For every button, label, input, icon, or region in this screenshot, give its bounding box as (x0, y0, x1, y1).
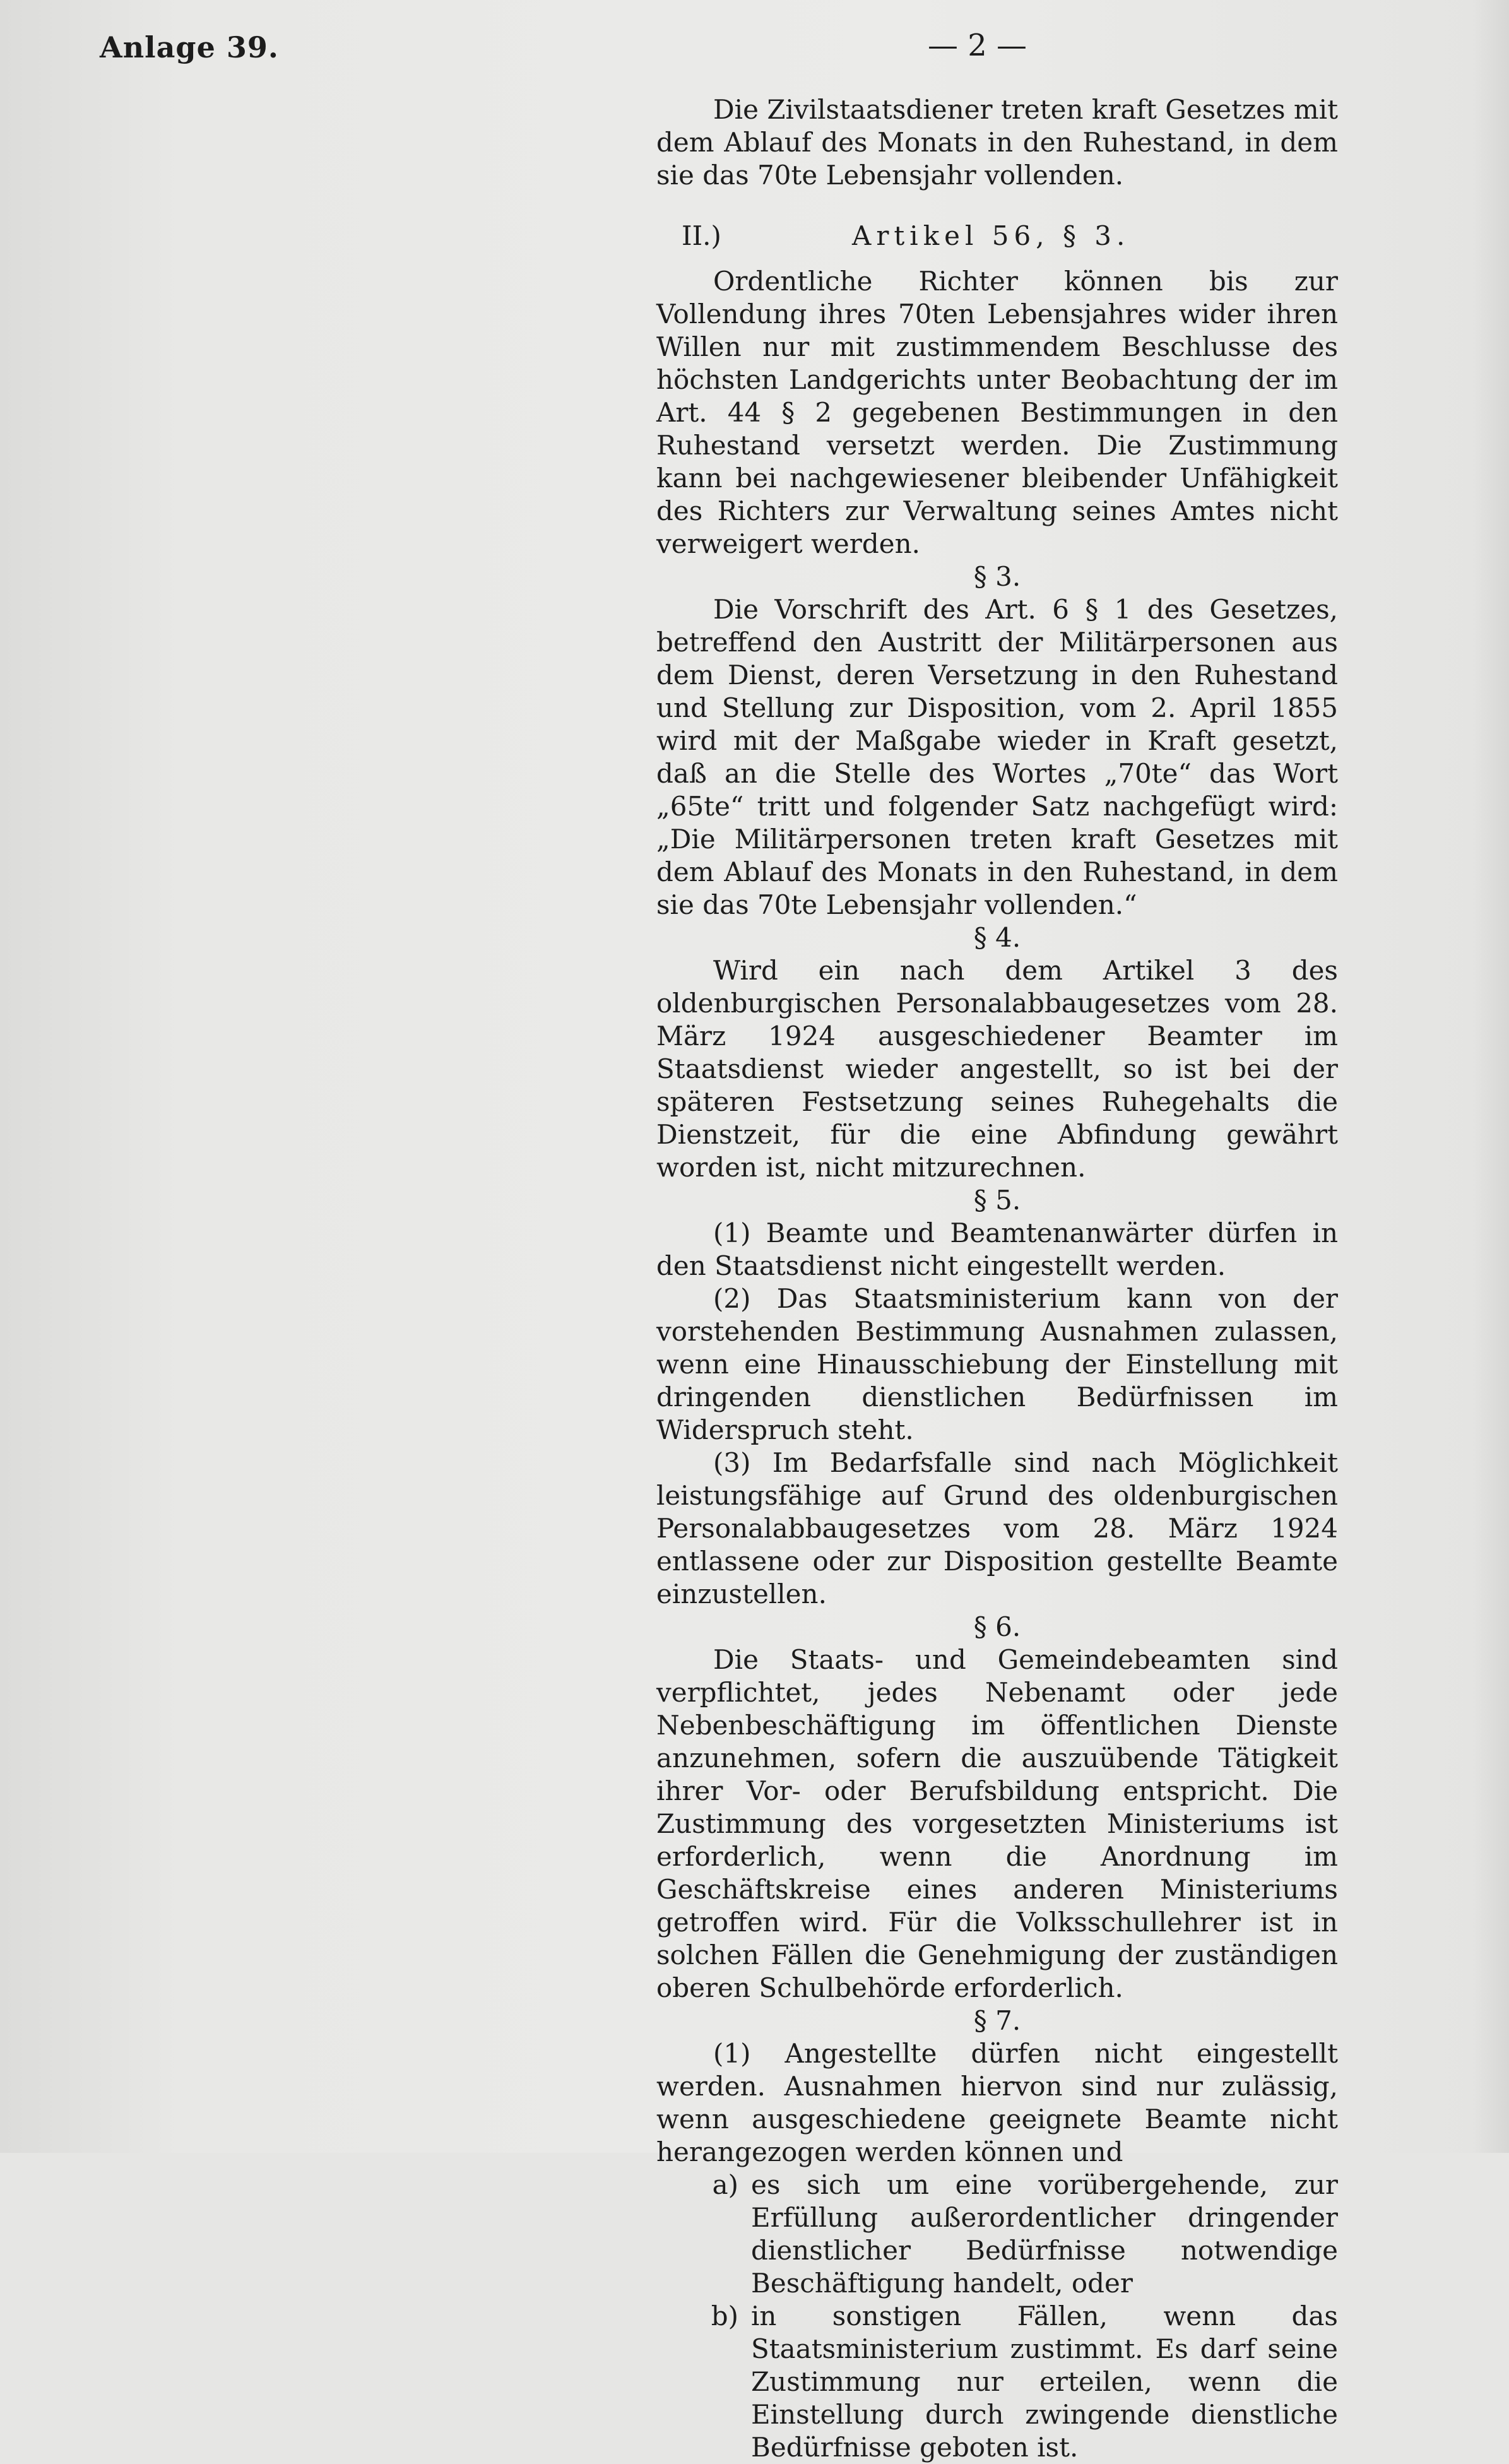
list-item-marker: b) (711, 2301, 738, 2331)
section-6-heading: § 6. (973, 1611, 1021, 1642)
list-item (656, 2300, 1338, 2464)
list-item-text: es sich um eine vorübergehende, zur Erfüllung außerordentlicher dringender dienstlicher Bedürfnisse notwendige Beschäftigung handelt, oder (751, 2169, 1338, 2299)
page-number: — 2 — (928, 28, 1027, 63)
section-5-heading: § 5. (973, 1185, 1021, 1216)
artikel-paragraph: Ordentliche Richter können bis zur Vollendung ihres 70ten Lebensjahres wider ihren Willen nur mit zustimmendem Beschlusse des höchsten Landgerichts unter Beobachtung der im Art. 44 § 2 gegebenen Bestimmungen in den Ruhestand versetzt werden. Die Zustimmung kann bei nachgewiesener bleibender Unfähigkeit des Richters zur Verwaltung seines Amtes nicht verweigert werden. (656, 266, 1338, 559)
section-6-paragraph: Die Staats- und Gemeindebeamten sind verpflichtet, jedes Nebenamt oder jede Nebenbeschäftigung im öffentlichen Dienste anzunehmen, sofern die auszuübende Tätigkeit ihrer Vor- oder Berufsbildung entspricht. Die Zustimmung des vorgesetzten Ministeriums ist erforderlich, wenn die Anordnung im Geschäftskreise eines anderen Ministeriums getroffen wird. Für die Volksschullehrer ist in solchen Fällen die Genehmigung der zuständigen oberen Schulbehörde erforderlich. (656, 1644, 1338, 2003)
intro-paragraph: Die Zivilstaatsdiener treten kraft Gesetzes mit dem Ablauf des Monats in den Ruhestand, in dem sie das 70te Lebensjahr vollenden. (656, 94, 1338, 191)
section-5-paragraph-3: (3) Im Bedarfsfalle sind nach Möglichkeit leistungsfähige auf Grund des oldenburgischen Personalabbaugesetzes vom 28. März 1924 entlassene oder zur Disposition gestellte Beamte einzustellen. (656, 1447, 1338, 1609)
artikel-heading (656, 220, 1338, 252)
section-3-heading: § 3. (973, 561, 1021, 592)
list-item (656, 2169, 1338, 2300)
section-7-list (656, 2169, 1338, 2464)
section-4-heading: § 4. (973, 922, 1021, 953)
text-column (656, 93, 1338, 2464)
section-5-paragraph-2: (2) Das Staatsministerium kann von der vorstehenden Bestimmung Ausnahmen zulassen, wenn eine Hinausschiebung der Einstellung mit dringenden dienstlichen Bedürfnissen im Widerspruch steht. (656, 1283, 1338, 1445)
artikel-title: Artikel 56, § 3. (852, 220, 1130, 251)
artikel-number: II.) (682, 220, 721, 251)
list-item-marker: a) (712, 2169, 738, 2200)
section-5-paragraph-1: (1) Beamte und Beamtenanwärter dürfen in den Staatsdienst nicht eingestellt werden. (656, 1217, 1338, 1281)
section-4-paragraph: Wird ein nach dem Artikel 3 des oldenburgischen Personalabbaugesetzes vom 28. März 1924 ausgeschiedener Beamter im Staatsdienst wieder angestellt, so ist bei der späteren Festsetzung seines Ruhegehalts die Dienstzeit, für die eine Abfindung gewährt worden ist, nicht mitzurechnen. (656, 955, 1338, 1183)
annex-label: Anlage 39. (100, 30, 279, 64)
list-item-text: in sonstigen Fällen, wenn das Staatsministerium zustimmt. Es darf seine Zustimmung nur erteilen, wenn die Einstellung durch zwingende dienstliche Bedürfnisse geboten ist. (751, 2301, 1338, 2463)
section-7-heading: § 7. (973, 2005, 1021, 2036)
section-3-paragraph: Die Vorschrift des Art. 6 § 1 des Gesetzes, betreffend den Austritt der Militärpersonen aus dem Dienst, deren Versetzung in den Ruhestand und Stellung zur Disposition, vom 2. April 1855 wird mit der Maßgabe wieder in Kraft gesetzt, daß an die Stelle des Wortes „70te“ das Wort „65te“ tritt und folgender Satz nachgefügt wird: „Die Militärpersonen treten kraft Gesetzes mit dem Ablauf des Monats in den Ruhestand, in dem sie das 70te Lebensjahr vollenden.“ (656, 594, 1338, 920)
section-7-paragraph-1: (1) Angestellte dürfen nicht eingestellt werden. Ausnahmen hiervon sind nur zulässig, wenn ausgeschiedene geeignete Beamte nicht herangezogen werden können und (656, 2038, 1338, 2167)
page-edge-shadow (1471, 0, 1509, 2153)
